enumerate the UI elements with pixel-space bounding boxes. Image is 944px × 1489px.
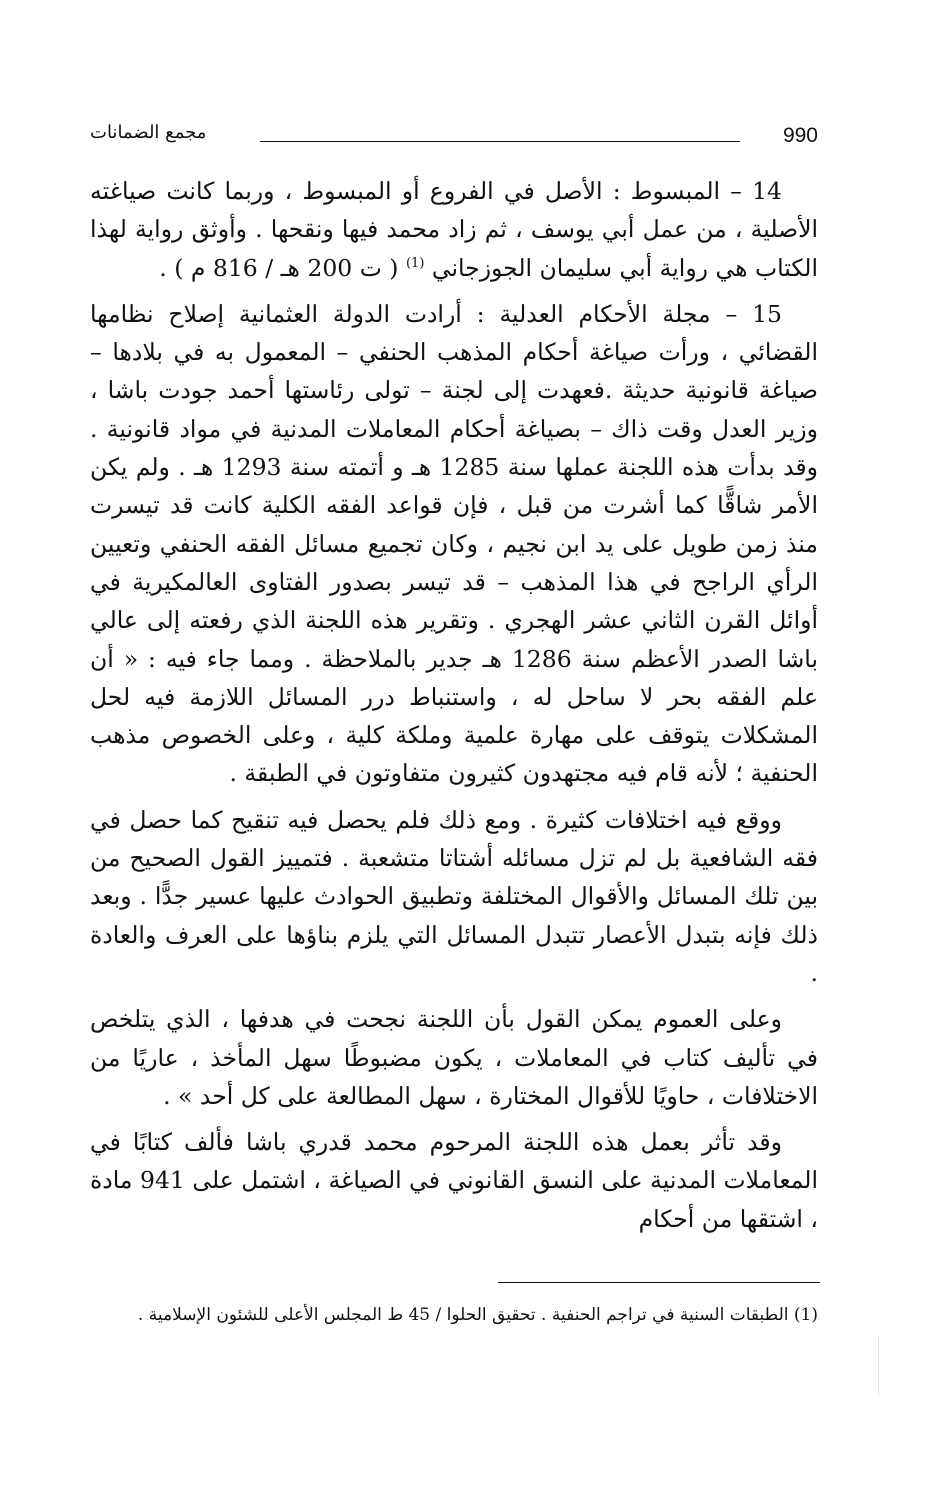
margin-scan-mark (878, 1335, 879, 1395)
paragraph-ikhtilafat: ووقع فيه اختلافات كثيرة . ومع ذلك فلم يحصل فيه تنقيح كما حصل في فقه الشافعية بل لم تزل مسائله أشتاتا متشعبة . فتمييز القول الصحيح من بين تلك المسائل والأقوال المختلفة وتطبيق الحوادث عليها عسير جدًّا . وبعد ذلك فإنه بتبدل الأعصار تتبدل المسائل التي يلزم بناؤها على العرف والعادة . (90, 805, 818, 987)
footnote-rule (498, 1282, 820, 1283)
paragraph-lajna-success: وعلى العموم يمكن القول بأن اللجنة نجحت في هدفها ، الذي يتلخص في تأليف كتاب في المعاملات ، يكون مضبوطًا سهل المأخذ ، عاريًا من الاختلافات ، حاويًا للأقوال المختارة ، سهل المطالعة على كل أحد » . (90, 1005, 818, 1110)
paragraph-tail: ( ت 200 هـ / 816 م ) . (159, 253, 399, 282)
paragraph-mabsut (90, 172, 818, 287)
book-title: مجمع الضمانات (90, 122, 207, 143)
page-number: 990 (782, 124, 818, 147)
footnote-marker: (1) (405, 255, 425, 271)
paragraph-majalla: 15 – مجلة الأحكام العدلية : أرادت الدولة العثمانية إصلاح نظامها القضائي ، ورأت صياغة أحكام المذهب الحنفي – المعمول به في بلادها – صياغة قانونية حديثة .فعهدت إلى لجنة – تولى رئاستها أحمد جودت باشا ، وزير العدل وقت ذاك – بصياغة أحكام المعاملات المدنية في مواد قانونية . وقد بدأت هذه اللجنة عملها سنة 1285 هـ و أتمته سنة 1293 هـ . ولم يكن الأمر شاقًّا كما أشرت من قبل ، فإن قواعد الفقه الكلية كانت قد تيسرت منذ زمن طويل على يد ابن نجيم ، وكان تجميع مسائل الفقه الحنفي وتعيين الرأي الراجح في هذا المذهب – قد تيسر بصدور الفتاوى العالمكيرية في أوائل القرن الثاني عشر الهجري . وتقرير هذه اللجنة الذي رفعته إلى عالي باشا الصدر الأعظم سنة 1286 هـ جدير بالملاحظة . ومما جاء فيه : « أن علم الفقه بحر لا ساحل له ، واستنباط درر المسائل اللازمة فيه لحل المشكلات يتوقف على مهارة علمية وملكة كلية ، وعلى الخصوص مذهب الحنفية ؛ لأنه قام فيه مجتهدون كثيرون متفاوتون في الطبقة . (90, 299, 818, 788)
body-text (90, 172, 818, 1246)
paragraph-text: 14 – المبسوط : الأصل في الفروع أو المبسوط ، وربما كانت صياغته الأصلية ، من عمل أبي يوسف ، ثم زاد محمد فيها ونقحها . وأوثق رواية لهذا الكتاب هي رواية أبي سليمان الجوزجاني (90, 177, 818, 282)
paragraph-qadri-pasha: وقد تأثر بعمل هذه اللجنة المرحوم محمد قدري باشا فألف كتابًا في المعاملات المدنية على النسق القانوني في الصياغة ، اشتمل على 941 مادة ، اشتقها من أحكام (90, 1128, 818, 1233)
running-head (90, 118, 818, 158)
footnote: (1) الطبقات السنية في تراجم الحنفية . تحقيق الحلوا / 45 ط المجلس الأعلى للشئون الإسلامية . (138, 1305, 818, 1325)
header-rule (260, 141, 740, 142)
